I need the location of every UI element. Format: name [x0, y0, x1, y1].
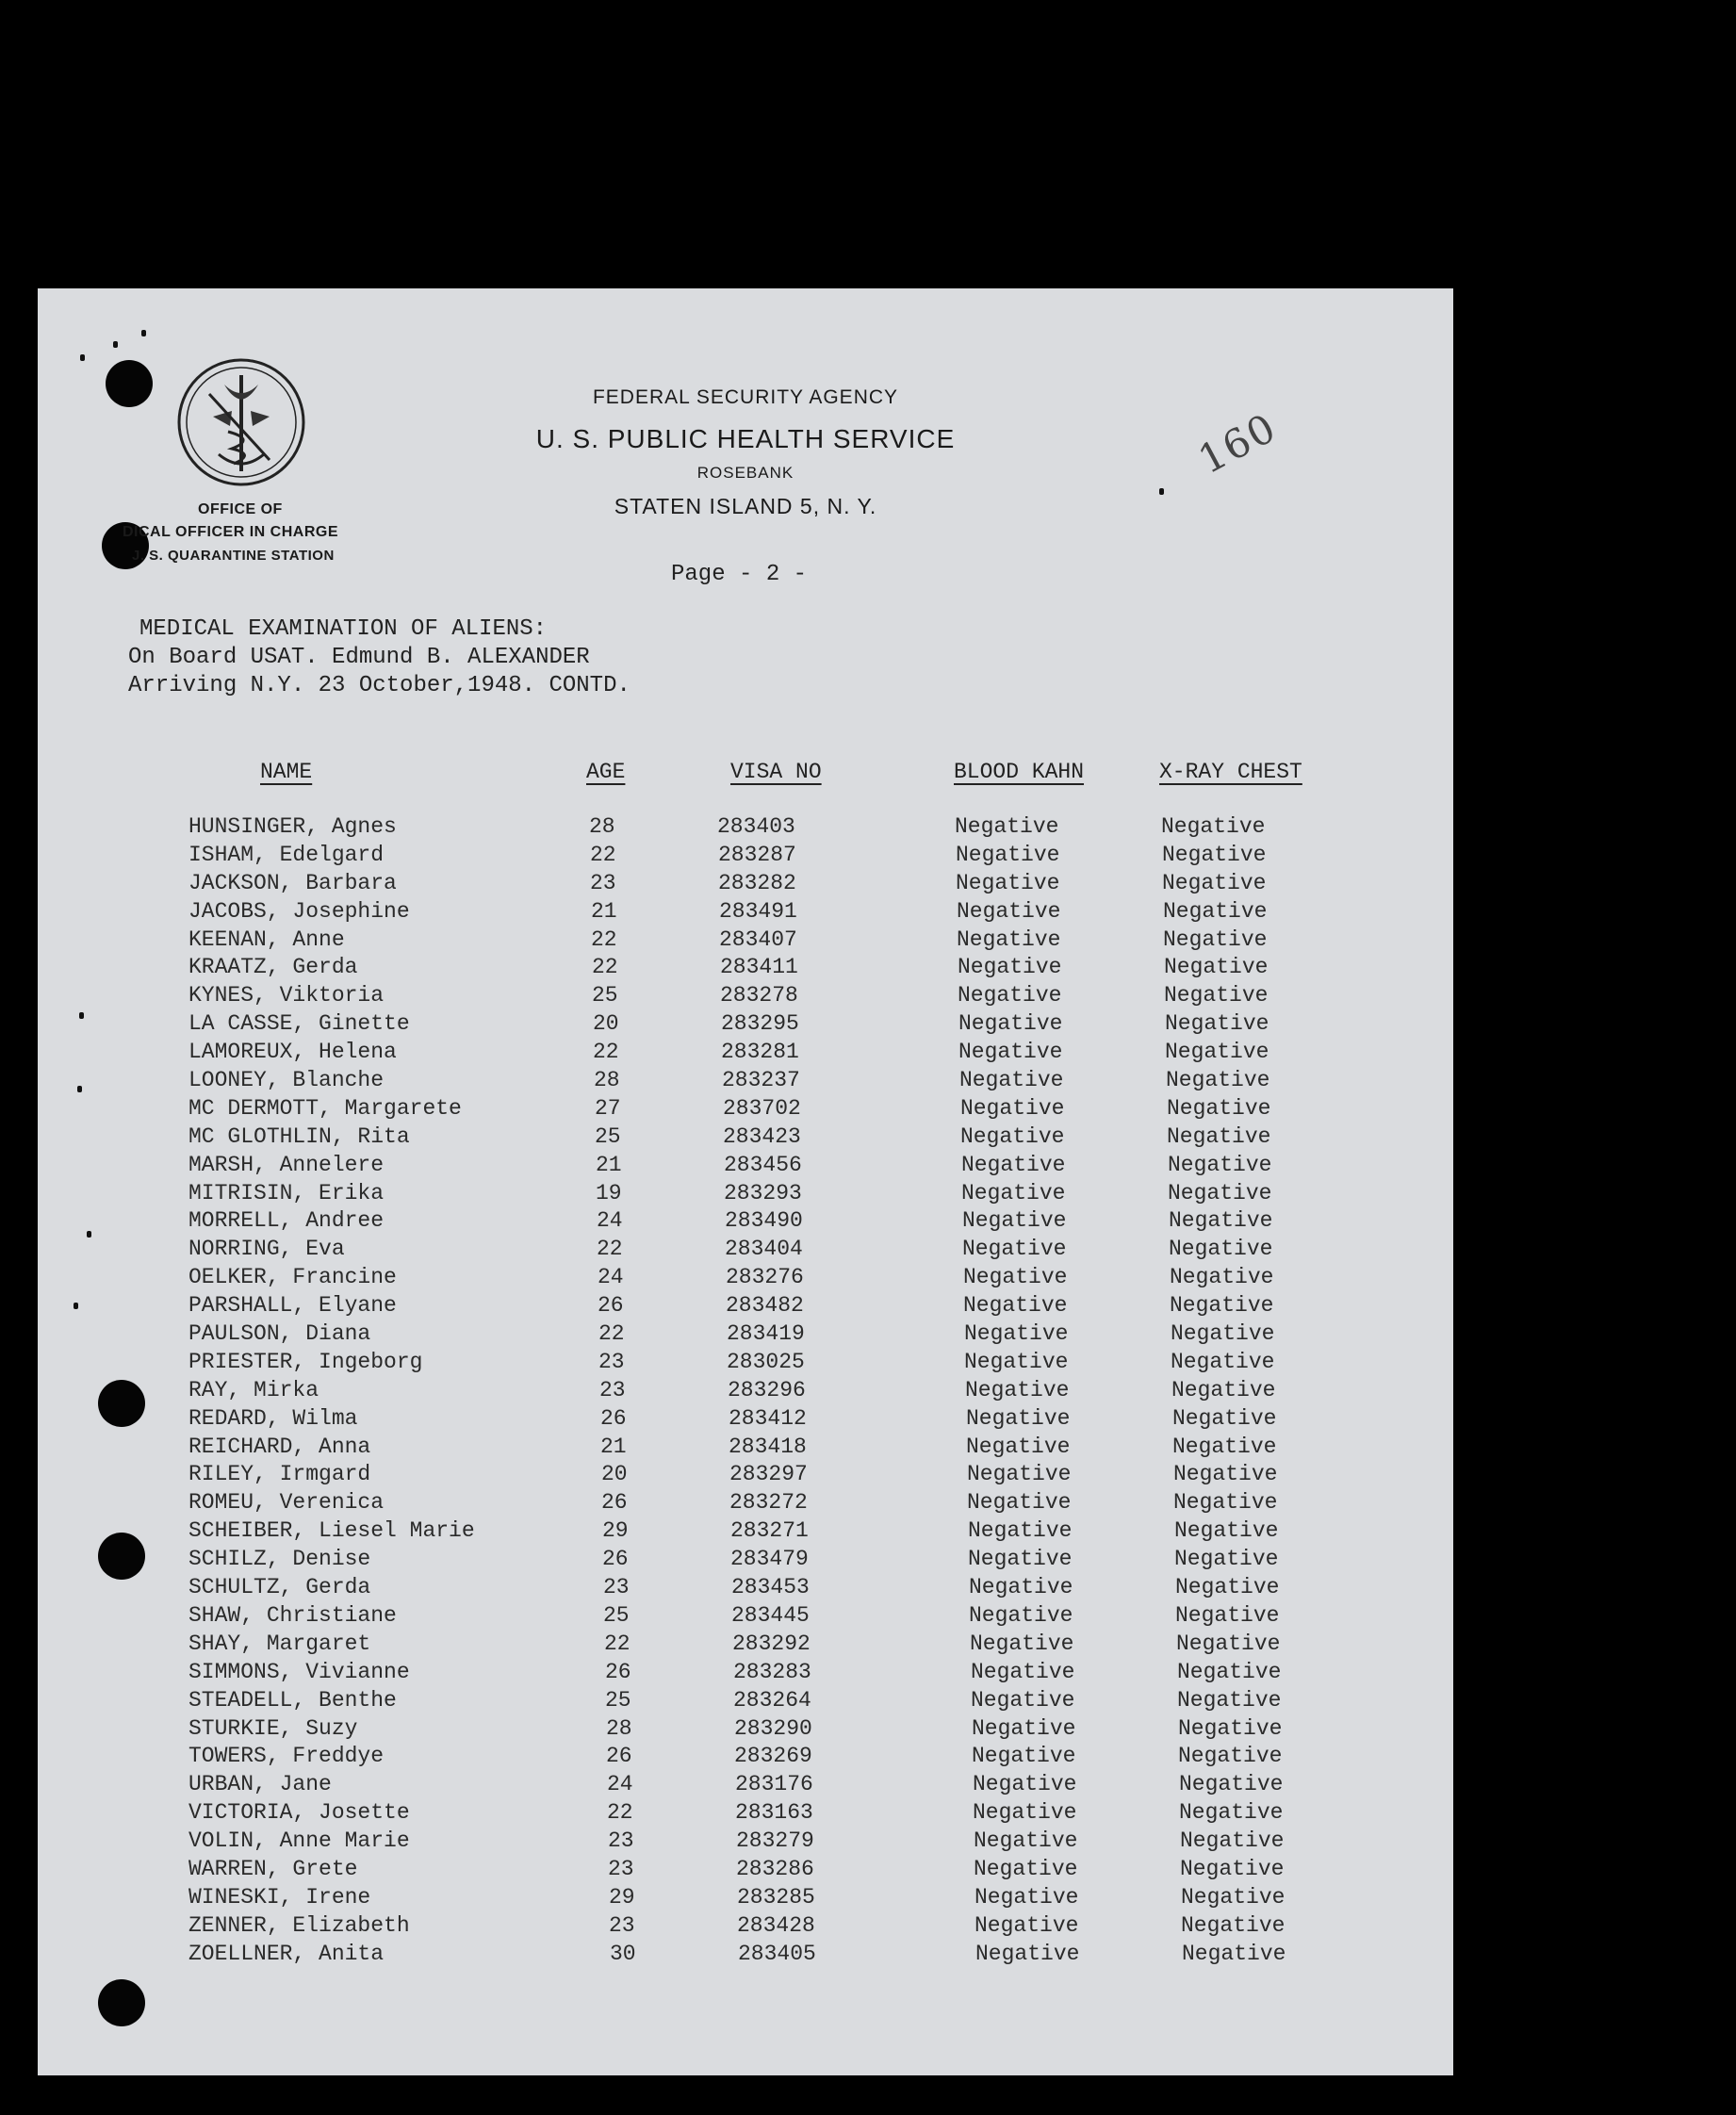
cell-blood: Negative	[972, 1744, 1076, 1769]
cell-name: SIMMONS, Vivianne	[188, 1659, 410, 1684]
cell-age: 26	[605, 1659, 631, 1684]
cell-blood: Negative	[969, 1575, 1073, 1600]
cell-blood: Negative	[966, 1405, 1071, 1431]
cell-name: STEADELL, Benthe	[188, 1687, 397, 1713]
cell-age: 22	[591, 926, 617, 952]
table-row	[38, 1913, 1453, 1942]
cell-blood: Negative	[958, 1040, 1063, 1065]
cell-name: LOONEY, Blanche	[188, 1068, 385, 1093]
cell-xray: Negative	[1180, 1856, 1285, 1881]
document-page	[38, 288, 1453, 2075]
cell-name: VOLIN, Anne Marie	[188, 1828, 410, 1854]
cell-visa: 283271	[730, 1518, 809, 1544]
column-header-visa: VISA NO	[730, 760, 822, 784]
cell-blood: Negative	[973, 1800, 1077, 1826]
cell-age: 28	[606, 1715, 632, 1741]
cell-blood: Negative	[958, 1011, 1063, 1037]
cell-age: 24	[607, 1772, 633, 1797]
column-header-blood: BLOOD KAHN	[954, 760, 1085, 784]
cell-xray: Negative	[1168, 1152, 1272, 1177]
office-line-3: J. S. QUARANTINE STATION	[132, 548, 335, 564]
cell-blood: Negative	[969, 1602, 1073, 1628]
cell-visa: 283176	[735, 1772, 813, 1797]
cell-xray: Negative	[1170, 1265, 1274, 1290]
cell-visa: 283702	[723, 1095, 801, 1121]
cell-blood: Negative	[957, 898, 1061, 924]
cell-name: MC DERMOTT, Margarete	[188, 1095, 462, 1121]
cell-xray: Negative	[1171, 1377, 1276, 1402]
table-row	[38, 1828, 1453, 1857]
cell-age: 24	[598, 1265, 624, 1290]
table-row	[38, 1885, 1453, 1913]
cell-age: 23	[590, 870, 616, 895]
table-row	[38, 1744, 1453, 1772]
table-row	[38, 1378, 1453, 1406]
table-row	[38, 1716, 1453, 1745]
cell-visa: 283286	[736, 1856, 814, 1881]
cell-xray: Negative	[1182, 1941, 1286, 1966]
cell-xray: Negative	[1165, 1040, 1269, 1065]
cell-visa: 283479	[730, 1547, 809, 1572]
cell-name: MARSH, Annelere	[188, 1152, 385, 1177]
binder-hole	[98, 1979, 145, 2026]
cell-xray: Negative	[1169, 1208, 1273, 1234]
cell-name: LAMOREUX, Helena	[188, 1040, 397, 1065]
cell-age: 24	[597, 1208, 623, 1234]
cell-visa: 283285	[737, 1884, 815, 1910]
intro-line-2: On Board USAT. Edmund B. ALEXANDER	[128, 645, 590, 670]
cell-xray: Negative	[1167, 1095, 1271, 1121]
cell-age: 26	[598, 1293, 624, 1319]
cell-name: KRAATZ, Gerda	[188, 955, 358, 980]
table-row	[38, 1406, 1453, 1435]
cell-visa: 283237	[722, 1068, 800, 1093]
cell-visa: 283445	[731, 1602, 810, 1628]
cell-visa: 283411	[720, 955, 798, 980]
office-line-2: DICAL OFFICER IN CHARGE	[123, 524, 338, 540]
cell-visa: 283276	[726, 1265, 804, 1290]
cell-name: TOWERS, Freddye	[188, 1744, 385, 1769]
cell-name: REICHARD, Anna	[188, 1434, 371, 1459]
cell-xray: Negative	[1175, 1602, 1280, 1628]
cell-xray: Negative	[1166, 1068, 1270, 1093]
cell-age: 26	[606, 1744, 632, 1769]
cell-age: 30	[610, 1941, 636, 1966]
cell-xray: Negative	[1162, 842, 1267, 867]
table-row	[38, 1631, 1453, 1660]
cell-name: ROMEU, Verenica	[188, 1490, 385, 1516]
cell-age: 21	[596, 1152, 622, 1177]
table-row	[38, 1660, 1453, 1688]
cell-age: 22	[604, 1631, 631, 1656]
cell-visa: 283287	[718, 842, 796, 867]
cell-age: 22	[590, 842, 616, 867]
table-row	[38, 1321, 1453, 1350]
cell-age: 25	[595, 1123, 621, 1149]
examination-table	[38, 814, 1453, 1970]
cell-blood: Negative	[962, 1208, 1067, 1234]
cell-xray: Negative	[1171, 1321, 1275, 1347]
cell-visa: 283295	[721, 1011, 799, 1037]
table-row	[38, 1011, 1453, 1040]
table-row	[38, 1688, 1453, 1716]
cell-xray: Negative	[1176, 1631, 1281, 1656]
cell-blood: Negative	[964, 1321, 1069, 1347]
cell-visa: 283163	[735, 1800, 813, 1826]
cell-visa: 283403	[717, 814, 795, 839]
cell-age: 23	[608, 1828, 634, 1854]
cell-blood: Negative	[955, 814, 1059, 839]
cell-xray: Negative	[1162, 870, 1267, 895]
cell-age: 23	[598, 1349, 625, 1374]
cell-blood: Negative	[967, 1462, 1072, 1487]
cell-visa: 283269	[734, 1744, 812, 1769]
cell-blood: Negative	[974, 1856, 1078, 1881]
cell-blood: Negative	[956, 870, 1060, 895]
cell-name: JACKSON, Barbara	[188, 870, 397, 895]
cell-name: SCHILZ, Denise	[188, 1547, 371, 1572]
cell-name: MC GLOTHLIN, Rita	[188, 1123, 410, 1149]
cell-blood: Negative	[972, 1715, 1076, 1741]
place-name: ROSEBANK	[696, 464, 794, 482]
cell-name: SCHEIBER, Liesel Marie	[188, 1518, 475, 1544]
cell-name: KEENAN, Anne	[188, 926, 345, 952]
cell-xray: Negative	[1172, 1434, 1277, 1459]
cell-visa: 283491	[719, 898, 797, 924]
cell-name: HUNSINGER, Agnes	[188, 814, 397, 839]
cell-age: 23	[603, 1575, 630, 1600]
table-row	[38, 1068, 1453, 1096]
cell-xray: Negative	[1173, 1462, 1278, 1487]
cell-name: ZENNER, Elizabeth	[188, 1912, 410, 1938]
cell-name: SCHULTZ, Gerda	[188, 1575, 371, 1600]
cell-name: WINESKI, Irene	[188, 1884, 371, 1910]
cell-name: RAY, Mirka	[188, 1377, 319, 1402]
table-row	[38, 1462, 1453, 1490]
cell-xray: Negative	[1170, 1293, 1274, 1319]
cell-age: 29	[602, 1518, 629, 1544]
cell-blood: Negative	[961, 1152, 1066, 1177]
table-row	[38, 1350, 1453, 1378]
cell-blood: Negative	[971, 1687, 1075, 1713]
cell-name: LA CASSE, Ginette	[188, 1011, 410, 1037]
cell-blood: Negative	[966, 1434, 1071, 1459]
intro-line-1: MEDICAL EXAMINATION OF ALIENS:	[139, 616, 548, 642]
cell-name: PARSHALL, Elyane	[188, 1293, 397, 1319]
cell-age: 23	[608, 1856, 634, 1881]
cell-visa: 283272	[729, 1490, 808, 1516]
cell-xray: Negative	[1174, 1547, 1279, 1572]
table-row	[38, 899, 1453, 927]
cell-visa: 283419	[727, 1321, 805, 1347]
cell-visa: 283428	[737, 1912, 815, 1938]
table-row	[38, 1237, 1453, 1265]
cell-visa: 283297	[729, 1462, 808, 1487]
cell-visa: 283482	[726, 1293, 804, 1319]
cell-age: 21	[591, 898, 617, 924]
table-row	[38, 871, 1453, 899]
cell-blood: Negative	[961, 1180, 1066, 1205]
cell-visa: 283405	[738, 1941, 816, 1966]
cell-xray: Negative	[1180, 1828, 1285, 1854]
cell-age: 22	[597, 1237, 623, 1262]
cell-blood: Negative	[974, 1828, 1078, 1854]
column-header-name: NAME	[260, 760, 313, 784]
cell-name: STURKIE, Suzy	[188, 1715, 358, 1741]
cell-name: PAULSON, Diana	[188, 1321, 371, 1347]
cell-xray: Negative	[1175, 1575, 1280, 1600]
cell-xray: Negative	[1164, 955, 1269, 980]
cell-visa: 283404	[725, 1237, 803, 1262]
cell-name: ISHAM, Edelgard	[188, 842, 385, 867]
cell-blood: Negative	[958, 955, 1062, 980]
table-row	[38, 927, 1453, 956]
cell-visa: 283456	[724, 1152, 802, 1177]
cell-age: 26	[601, 1490, 628, 1516]
cell-xray: Negative	[1163, 898, 1268, 924]
cell-xray: Negative	[1167, 1123, 1271, 1149]
cell-blood: Negative	[962, 1237, 1067, 1262]
cell-name: JACOBS, Josephine	[188, 898, 410, 924]
cell-age: 20	[601, 1462, 628, 1487]
table-row	[38, 1518, 1453, 1547]
cell-blood: Negative	[967, 1490, 1072, 1516]
cell-blood: Negative	[958, 983, 1062, 1008]
cell-xray: Negative	[1173, 1490, 1278, 1516]
table-row	[38, 1857, 1453, 1885]
cell-visa: 283407	[719, 926, 797, 952]
cell-age: 19	[596, 1180, 622, 1205]
cell-xray: Negative	[1178, 1715, 1283, 1741]
cell-name: WARREN, Grete	[188, 1856, 358, 1881]
cell-visa: 283279	[736, 1828, 814, 1854]
cell-age: 22	[593, 1040, 619, 1065]
service-title: U. S. PUBLIC HEALTH SERVICE	[535, 424, 956, 453]
table-row	[38, 1547, 1453, 1575]
cell-name: SHAY, Margaret	[188, 1631, 371, 1656]
cell-visa: 283412	[729, 1405, 807, 1431]
cell-xray: Negative	[1165, 1011, 1269, 1037]
cell-xray: Negative	[1177, 1659, 1282, 1684]
table-row	[38, 983, 1453, 1011]
cell-visa: 283292	[732, 1631, 811, 1656]
cell-blood: Negative	[956, 842, 1060, 867]
table-row	[38, 1265, 1453, 1293]
cell-blood: Negative	[970, 1631, 1074, 1656]
cell-blood: Negative	[959, 1068, 1064, 1093]
cell-age: 22	[607, 1800, 633, 1826]
table-row	[38, 1603, 1453, 1631]
cell-blood: Negative	[963, 1265, 1068, 1290]
agency-title: FEDERAL SECURITY AGENCY	[592, 386, 899, 408]
intro-line-3: Arriving N.Y. 23 October,1948. CONTD.	[128, 673, 631, 698]
cell-visa: 283264	[733, 1687, 811, 1713]
cell-visa: 283290	[734, 1715, 812, 1741]
table-row	[38, 1208, 1453, 1237]
table-row	[38, 1293, 1453, 1321]
cell-visa: 283296	[728, 1377, 806, 1402]
cell-xray: Negative	[1161, 814, 1266, 839]
cell-age: 28	[594, 1068, 620, 1093]
cell-age: 25	[605, 1687, 631, 1713]
cell-blood: Negative	[960, 1095, 1065, 1121]
cell-blood: Negative	[965, 1377, 1070, 1402]
table-row	[38, 955, 1453, 983]
table-row	[38, 1942, 1453, 1970]
table-row	[38, 1490, 1453, 1518]
cell-visa: 283418	[729, 1434, 807, 1459]
table-row	[38, 1040, 1453, 1068]
cell-blood: Negative	[968, 1547, 1073, 1572]
cell-age: 28	[589, 814, 615, 839]
margin-speck	[113, 341, 118, 348]
cell-name: URBAN, Jane	[188, 1772, 332, 1797]
cell-age: 20	[593, 1011, 619, 1037]
cell-name: PRIESTER, Ingeborg	[188, 1349, 423, 1374]
margin-speck	[80, 354, 85, 361]
cell-blood: Negative	[971, 1659, 1075, 1684]
cell-age: 26	[602, 1547, 629, 1572]
cell-visa: 283453	[731, 1575, 810, 1600]
cell-name: VICTORIA, Josette	[188, 1800, 410, 1826]
cell-visa: 283281	[721, 1040, 799, 1065]
cell-xray: Negative	[1181, 1912, 1286, 1938]
cell-age: 23	[609, 1912, 635, 1938]
cell-blood: Negative	[964, 1349, 1069, 1374]
cell-name: REDARD, Wilma	[188, 1405, 358, 1431]
cell-blood: Negative	[973, 1772, 1077, 1797]
cell-xray: Negative	[1177, 1687, 1282, 1713]
table-row	[38, 1124, 1453, 1153]
cell-xray: Negative	[1169, 1237, 1273, 1262]
address-line: STATEN ISLAND 5, N. Y.	[614, 494, 877, 518]
table-row	[38, 1800, 1453, 1828]
table-row	[38, 1096, 1453, 1124]
cell-visa: 283423	[723, 1123, 801, 1149]
cell-xray: Negative	[1179, 1800, 1284, 1826]
cell-xray: Negative	[1181, 1884, 1286, 1910]
cell-visa: 283490	[725, 1208, 803, 1234]
cell-age: 23	[599, 1377, 626, 1402]
cell-xray: Negative	[1179, 1772, 1284, 1797]
cell-age: 27	[595, 1095, 621, 1121]
cell-visa: 283282	[718, 870, 796, 895]
cell-age: 21	[600, 1434, 627, 1459]
cell-xray: Negative	[1163, 926, 1268, 952]
cell-xray: Negative	[1172, 1405, 1277, 1431]
cell-name: SHAW, Christiane	[188, 1602, 397, 1628]
stamped-page-number: 160	[1190, 403, 1285, 484]
cell-blood: Negative	[963, 1293, 1068, 1319]
cell-xray: Negative	[1174, 1518, 1279, 1544]
cell-age: 25	[603, 1602, 630, 1628]
cell-xray: Negative	[1171, 1349, 1275, 1374]
table-row	[38, 1435, 1453, 1463]
cell-blood: Negative	[968, 1518, 1073, 1544]
margin-speck	[141, 330, 146, 336]
cell-name: KYNES, Viktoria	[188, 983, 385, 1008]
cell-age: 22	[592, 955, 618, 980]
cell-blood: Negative	[975, 1941, 1080, 1966]
table-row	[38, 843, 1453, 871]
cell-age: 29	[609, 1884, 635, 1910]
cell-blood: Negative	[974, 1884, 1079, 1910]
page-label: Page - 2 -	[671, 562, 808, 587]
cell-name: NORRING, Eva	[188, 1237, 345, 1262]
cell-xray: Negative	[1178, 1744, 1283, 1769]
cell-name: RILEY, Irmgard	[188, 1462, 371, 1487]
cell-age: 22	[598, 1321, 625, 1347]
table-row	[38, 1772, 1453, 1800]
cell-visa: 283025	[727, 1349, 805, 1374]
cell-age: 26	[600, 1405, 627, 1431]
cell-blood: Negative	[957, 926, 1061, 952]
cell-blood: Negative	[960, 1123, 1065, 1149]
table-row	[38, 814, 1453, 843]
cell-age: 25	[592, 983, 618, 1008]
office-line-1: OFFICE OF	[198, 501, 283, 517]
column-header-xray: X-RAY CHEST	[1159, 760, 1302, 784]
cell-visa: 283293	[724, 1180, 802, 1205]
cell-name: MORRELL, Andree	[188, 1208, 385, 1234]
cell-name: ZOELLNER, Anita	[188, 1941, 385, 1966]
cell-xray: Negative	[1168, 1180, 1272, 1205]
cell-xray: Negative	[1164, 983, 1269, 1008]
cell-name: OELKER, Francine	[188, 1265, 397, 1290]
table-row	[38, 1181, 1453, 1209]
table-row	[38, 1575, 1453, 1603]
column-header-age: AGE	[586, 760, 626, 784]
cell-name: MITRISIN, Erika	[188, 1180, 385, 1205]
table-row	[38, 1153, 1453, 1181]
cell-visa: 283278	[720, 983, 798, 1008]
cell-blood: Negative	[974, 1912, 1079, 1938]
cell-visa: 283283	[733, 1659, 811, 1684]
